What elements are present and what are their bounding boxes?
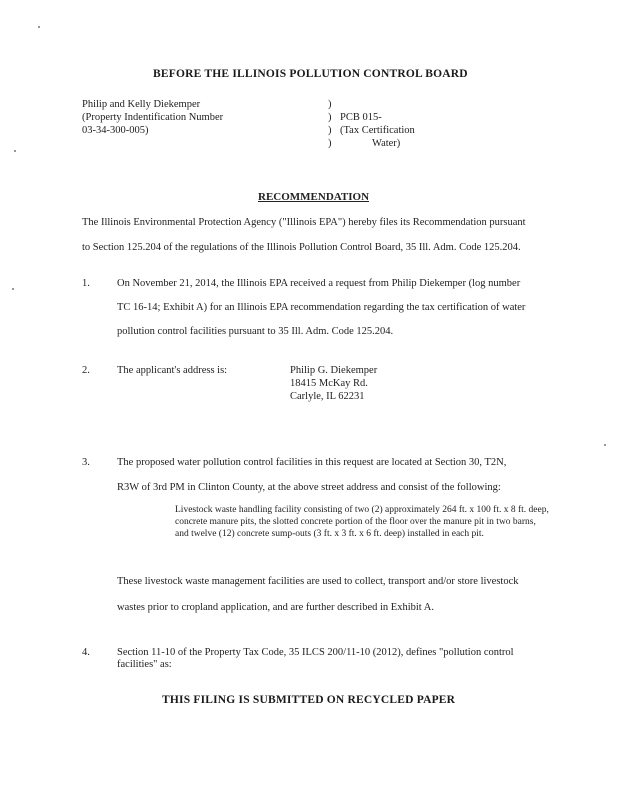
paragraph-3-line: wastes prior to cropland application, and are further described in Exhibit A. bbox=[117, 602, 434, 613]
applicant-name: Philip G. Diekemper bbox=[290, 365, 378, 376]
applicant-address-label: The applicant's address is: bbox=[117, 365, 228, 376]
caption-property-number: 03-34-300-005) bbox=[82, 125, 149, 136]
recommendation-title: RECOMMENDATION bbox=[258, 191, 370, 203]
caption-paren: ) bbox=[328, 112, 332, 123]
scan-speck bbox=[38, 26, 40, 28]
case-type: (Tax Certification bbox=[340, 125, 415, 136]
recycled-paper-footer: THIS FILING IS SUBMITTED ON RECYCLED PAPER bbox=[162, 694, 456, 706]
paragraph-number: 2. bbox=[82, 365, 90, 376]
paragraph-4-line: facilities" as: bbox=[117, 659, 172, 670]
caption-paren: ) bbox=[328, 138, 332, 149]
caption-petitioner: Philip and Kelly Diekemper bbox=[82, 99, 201, 110]
scan-speck bbox=[12, 288, 14, 290]
case-number: PCB 015- bbox=[340, 112, 382, 123]
paragraph-1-line: pollution control facilities pursuant to 35 Ill. Adm. Code 125.204. bbox=[117, 326, 394, 337]
paragraph-3-line: These livestock waste management facilities are used to collect, transport and/or store livestock bbox=[117, 576, 519, 587]
caption-property-id: (Property Indentification Number bbox=[82, 112, 224, 123]
paragraph-number: 1. bbox=[82, 278, 90, 289]
paragraph-3-line: R3W of 3rd PM in Clinton County, at the above street address and consist of the following: bbox=[117, 482, 501, 493]
paragraph-number: 3. bbox=[82, 457, 90, 468]
paragraph-3-line: The proposed water pollution control facilities in this request are located at Section 30, T2N, bbox=[117, 457, 507, 468]
intro-line: The Illinois Environmental Protection Agency ("Illinois EPA") hereby files its Recommendation pursuant bbox=[82, 217, 526, 228]
intro-line: to Section 125.204 of the regulations of the Illinois Pollution Control Board, 35 Ill. Adm. Code 125.204. bbox=[82, 242, 521, 253]
caption-paren: ) bbox=[328, 99, 332, 110]
board-heading: BEFORE THE ILLINOIS POLLUTION CONTROL BOARD bbox=[153, 68, 468, 80]
facility-description-quote: Livestock waste handling facility consisting of two (2) approximately 264 ft. x 100 ft. x 8 ft. deep, concrete manure pits, the slotted concrete portion of the floor over the manure pit in two barns, and twelve (12) concrete sump-outs (3 ft. x 3 ft. x 6 ft. deep) installed in each pit. bbox=[175, 505, 549, 539]
paragraph-number: 4. bbox=[82, 647, 90, 658]
caption-paren: ) bbox=[328, 125, 332, 136]
paragraph-1-line: TC 16-14; Exhibit A) for an Illinois EPA recommendation regarding the tax certification of water bbox=[117, 302, 526, 313]
scan-speck bbox=[604, 444, 606, 446]
applicant-city: Carlyle, IL 62231 bbox=[290, 391, 365, 402]
applicant-street: 18415 McKay Rd. bbox=[290, 378, 368, 389]
paragraph-1-line: On November 21, 2014, the Illinois EPA received a request from Philip Diekemper (log number bbox=[117, 278, 521, 289]
scan-speck bbox=[14, 150, 16, 152]
paragraph-4-line: Section 11-10 of the Property Tax Code, 35 ILCS 200/11-10 (2012), defines "pollution control bbox=[117, 647, 514, 658]
case-type-water: Water) bbox=[372, 138, 401, 149]
